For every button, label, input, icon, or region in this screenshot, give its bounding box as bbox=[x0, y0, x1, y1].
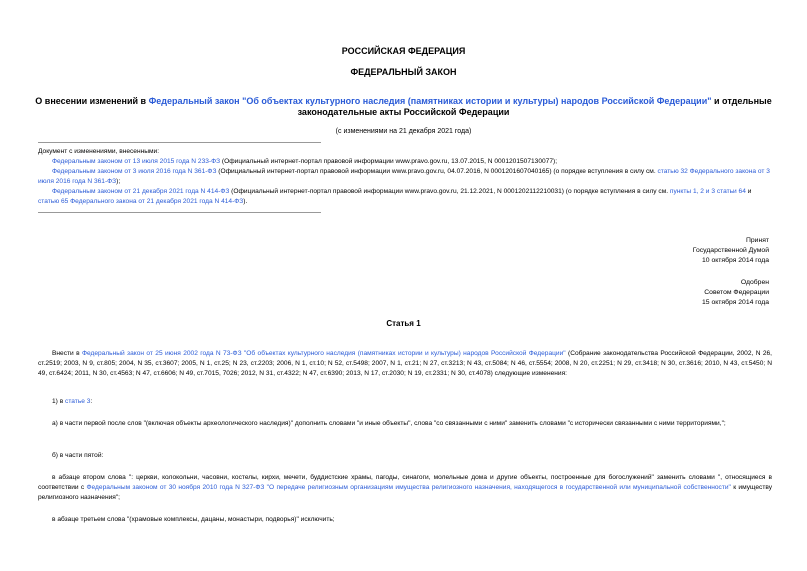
p6-text: в абзаце третьем слова "(храмовые комплексы, дацаны, монастыри, подворья)" исключить; bbox=[52, 516, 335, 523]
adopted-block bbox=[569, 236, 769, 266]
p5-law-link[interactable]: Федеральным законом от 30 ноября 2010 года N 327-ФЗ "О передаче религиозным организациям имущества религиозного назначения, находящегося в государственной или муниципальной собственности" bbox=[86, 484, 731, 491]
adopted-line-1: Принят bbox=[745, 237, 769, 244]
change-item-3 bbox=[38, 187, 772, 207]
approved-line-1: Одобрен bbox=[740, 279, 769, 286]
title-prefix: О внесении изменений в bbox=[35, 96, 149, 106]
p1-text: (Собрание законодательства Российской Федерации, 2002, N 26, ст.2519; 2003, N 9, ст.805; 2004, N 35, ст.3607; 2005, N 1, ст.25; N 23, ст.2203; 2006, N 1, ст.10; N 52, ст.5498; 2007, N 1, ст.21; N 27, ст.3213; N 43, ст.5084; N 46, ст.5554; 2008, N 20, ст.2251; N 29, ст.3418; N 30, ст.3616; 2010, N 43, ст.5450; N 49, ст.6424; 2011, N 30, ст.4563; N 47, ст.6606; N 49, ст.7015, 7026; 2012, N 31, ст.4322; N 47, ст.6390; 2013, N 17, ст.2030; N 19, ст.2331; N 30, ст.4078) следующие изменения: bbox=[38, 350, 772, 377]
change-item-3-end: ). bbox=[243, 198, 248, 205]
p2-prefix: 1) в bbox=[52, 398, 66, 405]
change-item-3-link[interactable]: Федеральным законом от 21 декабря 2021 года N 414-ФЗ bbox=[52, 188, 230, 195]
change-item-2-link[interactable]: Федеральным законом от 3 июля 2016 года N 361-ФЗ bbox=[52, 168, 217, 175]
change-item-2-end: ); bbox=[116, 178, 121, 185]
article-paragraph-2 bbox=[38, 397, 772, 407]
change-item-3-link-3[interactable]: статью 65 Федерального закона от 21 декабря 2021 года N 414-ФЗ bbox=[38, 198, 244, 205]
changes-top-divider bbox=[38, 142, 321, 143]
revision-note: (с изменениями на 21 декабря 2021 года) bbox=[335, 128, 472, 135]
change-item-3-text: (Официальный интернет-портал правовой информации www.pravo.gov.ru, 21.12.2021, N 0001202112210031) (о порядке вступления в силу см. bbox=[229, 188, 670, 195]
changes-intro: Документ с изменениями, внесенными: bbox=[38, 148, 160, 155]
p5-prefix: в абзаце втором слова ": церкви, колокольни, часовни, костелы, кирхи, мечети, буддистские храмы, пагоды, синагоги, молельные дома и другие объекты, построенные для богослужений" заменить словами ", относящиеся в соответствии с bbox=[38, 474, 772, 491]
doc-type-heading: ФЕДЕРАЛЬНЫЙ ЗАКОН bbox=[350, 67, 457, 77]
change-item-1-link[interactable]: Федеральным законом от 13 июля 2015 года N 233-ФЗ bbox=[52, 158, 221, 165]
p5-end: к имуществу религиозного назначения"; bbox=[38, 484, 772, 501]
title-suffix: и отдельные законодательные акты Российской Федерации bbox=[297, 96, 772, 117]
change-item-3-mid: и bbox=[745, 188, 752, 195]
p1-law-link[interactable]: Федеральный закон от 25 июня 2002 года N 73-ФЗ "Об объектах культурного наследия (памятниках истории и культуры) народов Российской Федерации" bbox=[81, 350, 566, 357]
approved-date: 15 октября 2014 года bbox=[702, 299, 769, 306]
change-item-2-link-2[interactable]: статью 32 Федерального закона от 3 июля 2016 года N 361-ФЗ bbox=[38, 168, 770, 185]
article-paragraph-5 bbox=[38, 473, 772, 503]
title-law-link[interactable]: Федеральный закон "Об объектах культурного наследия (памятниках истории и культуры) народов Российской Федерации" bbox=[148, 96, 712, 106]
p2-end: : bbox=[90, 398, 93, 405]
article-paragraph-1 bbox=[38, 349, 772, 379]
approved-block bbox=[569, 278, 769, 308]
document-title bbox=[30, 96, 777, 118]
adopted-line-2: Государственной Думой bbox=[692, 247, 769, 254]
article-paragraph-6 bbox=[38, 515, 772, 525]
change-item-2-text: (Официальный интернет-портал правовой информации www.pravo.gov.ru, 04.07.2016, N 0001201607040165) (о порядке вступления в силу см. bbox=[216, 168, 658, 175]
approved-line-2: Советом Федерации bbox=[704, 289, 769, 296]
changes-list bbox=[38, 147, 772, 207]
change-item-2 bbox=[38, 167, 772, 187]
change-item-3-link-2[interactable]: пункты 1, 2 и 3 статьи 64 bbox=[669, 188, 746, 195]
adopted-date: 10 октября 2014 года bbox=[702, 257, 769, 264]
p2-article-link[interactable]: статье 3 bbox=[65, 398, 91, 405]
article-paragraph-3 bbox=[38, 419, 772, 429]
p1-prefix: Внести в bbox=[52, 350, 82, 357]
change-item-1-text: (Официальный интернет-портал правовой информации www.pravo.gov.ru, 13.07.2015, N 0001201507130077); bbox=[220, 158, 558, 165]
p3-text: а) в части первой после слов "(включая объекты археологического наследия)" дополнить словами "и иные объекты", слова "со связанными с ними" заменить словами "с исторически связанными с ними территориями,"; bbox=[52, 420, 726, 427]
p4-text: б) в части пятой: bbox=[52, 452, 104, 459]
country-heading: РОССИЙСКАЯ ФЕДЕРАЦИЯ bbox=[341, 46, 466, 56]
article-paragraph-4 bbox=[38, 451, 772, 461]
changes-bottom-divider bbox=[38, 212, 321, 213]
change-item-1 bbox=[38, 157, 772, 167]
article-title: Статья 1 bbox=[386, 319, 421, 328]
